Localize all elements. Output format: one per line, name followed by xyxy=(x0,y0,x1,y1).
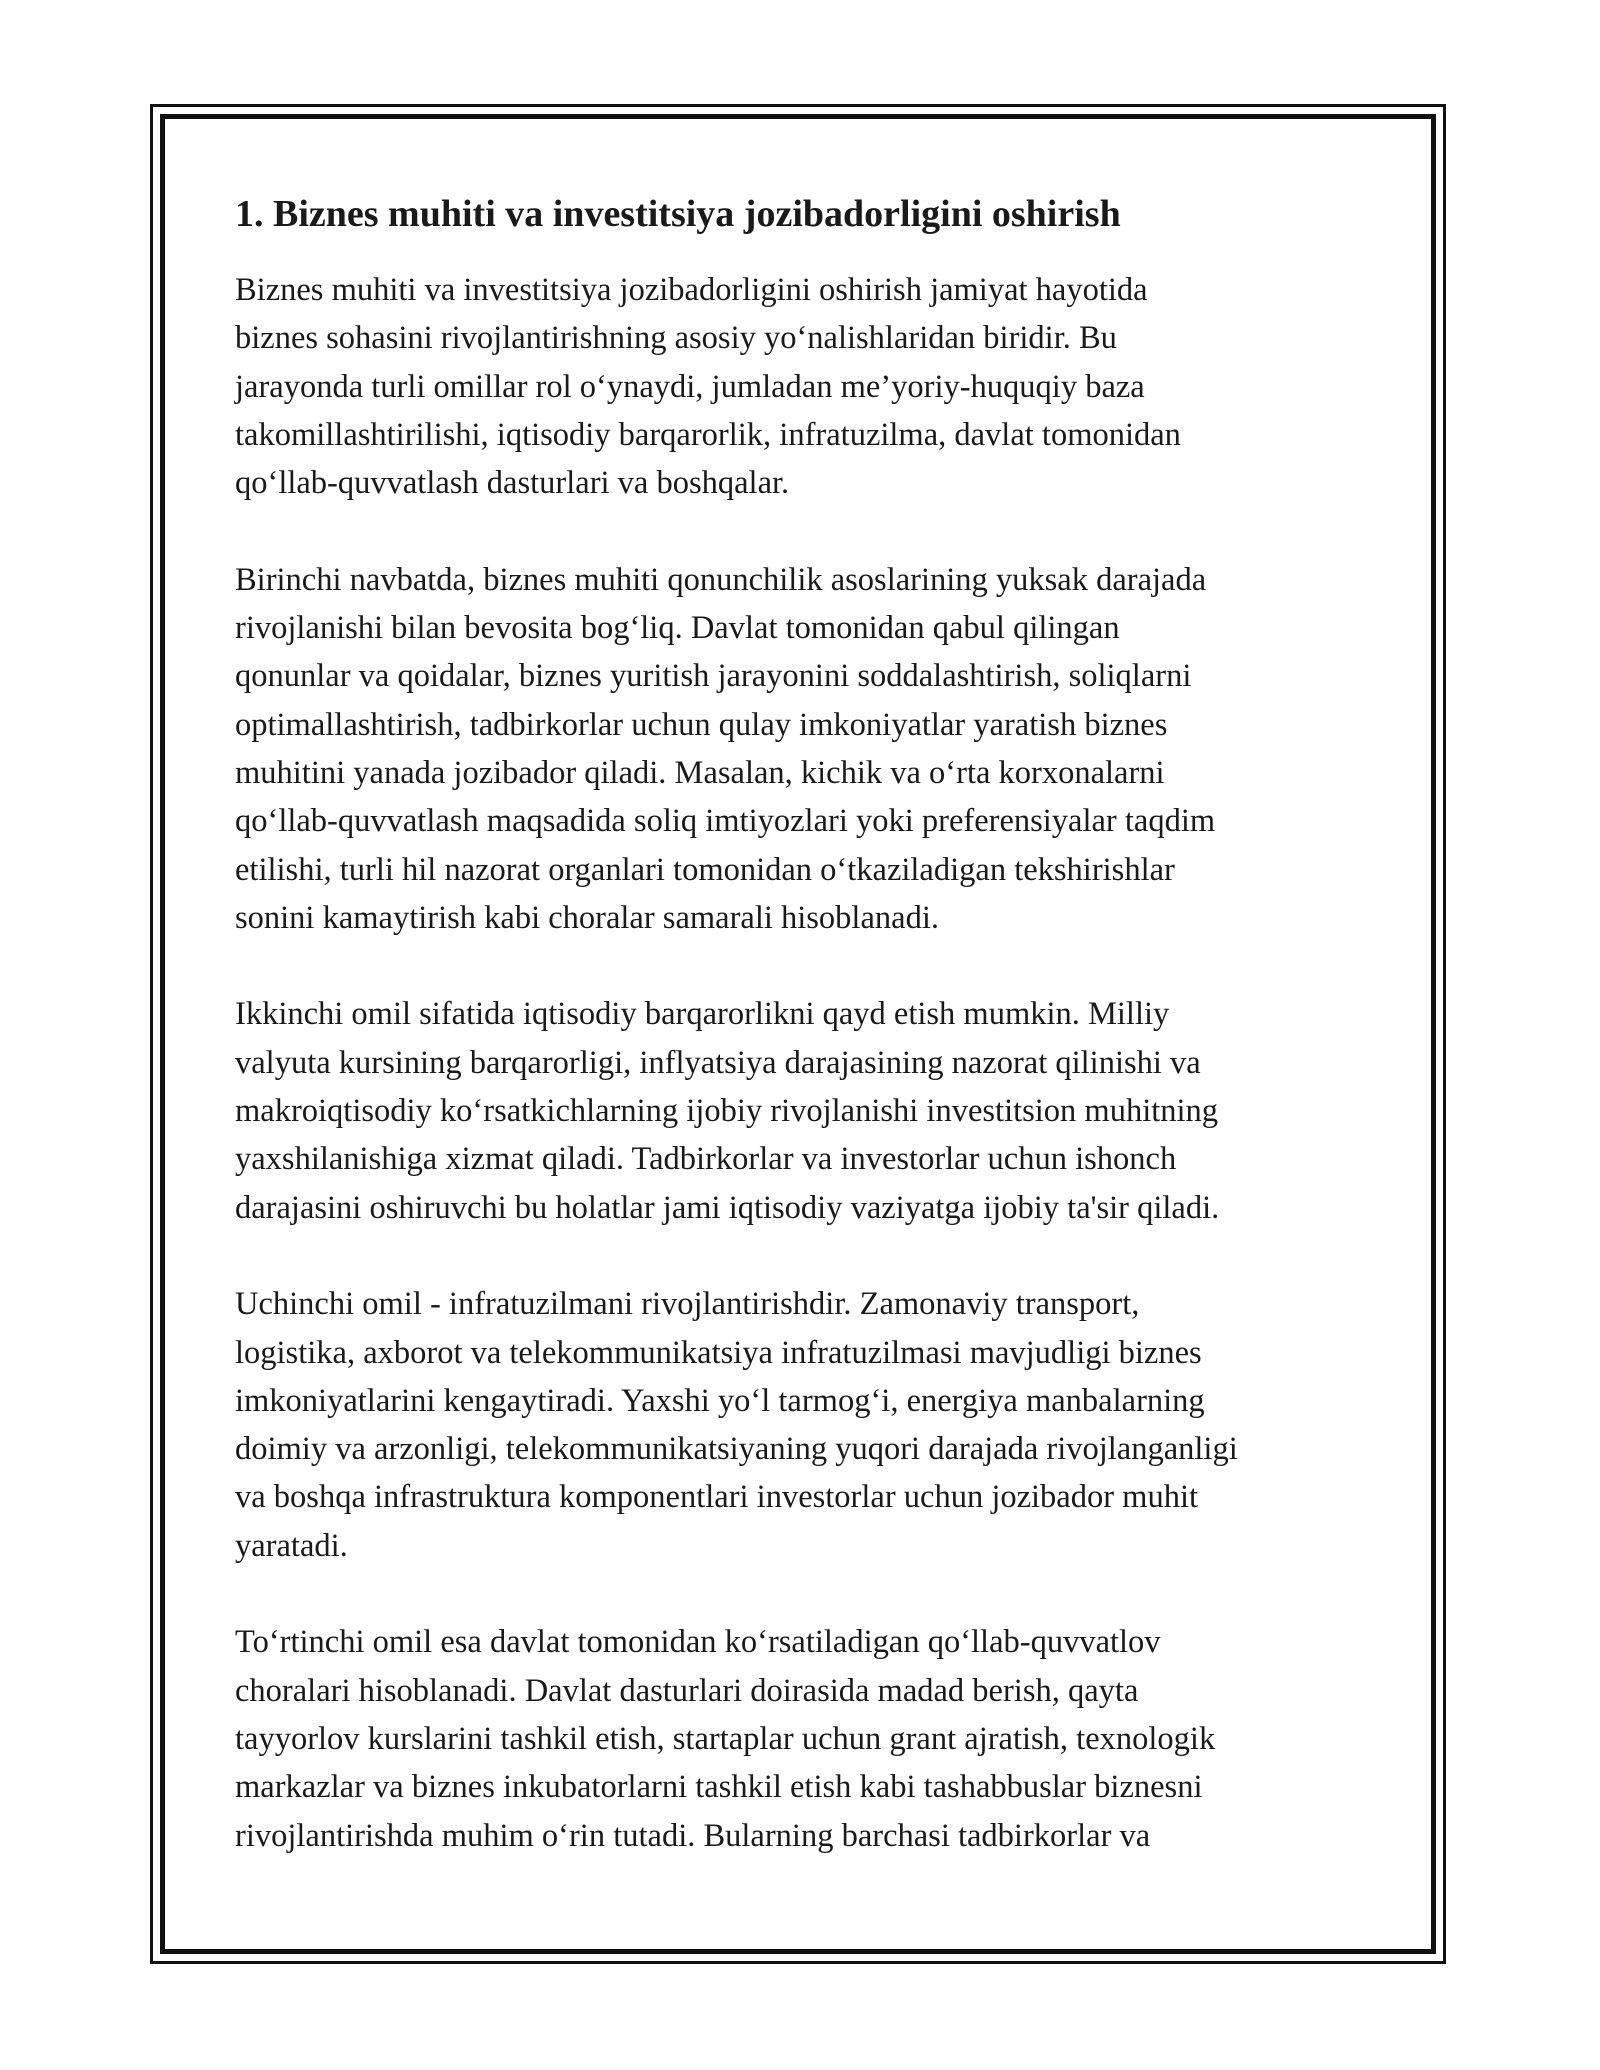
text-line: Uchinchi omil - infratuzilmani rivojlantirishdir. Zamonaviy transport, xyxy=(235,1286,1140,1323)
text-line: sonini kamaytirish kabi choralar samarali hisoblanadi. xyxy=(235,899,939,936)
text-line: darajasini oshiruvchi bu holatlar jami iqtisodiy vaziyatga ijobiy ta'sir qiladi. xyxy=(235,1189,1220,1226)
text-line: qonunlar va qoidalar, biznes yuritish jarayonini soddalashtirish, soliqlarni xyxy=(235,658,1192,695)
text-line: makroiqtisodiy ko‘rsatkichlarning ijobiy rivojlanishi investitsion muhitning xyxy=(235,1093,1219,1130)
page-title: 1. Biznes muhiti va investitsiya jozibadorligini oshirish xyxy=(235,193,1121,235)
text-line: rivojlantirishda muhim o‘rin tutadi. Bularning barchasi tadbirkorlar va xyxy=(235,1817,1151,1854)
text-line: optimallashtirish, tadbirkorlar uchun qulay imkoniyatlar yaratish biznes xyxy=(235,706,1168,743)
text-line: Birinchi navbatda, biznes muhiti qonunchilik asoslarining yuksak darajada xyxy=(235,561,1207,598)
text-line: valyuta kursining barqarorligi, inflyatsiya darajasining nazorat qilinishi va xyxy=(235,1044,1201,1081)
text-line: qo‘llab-quvvatlash dasturlari va boshqalar. xyxy=(235,465,790,502)
text-line: To‘rtinchi omil esa davlat tomonidan ko‘rsatiladigan qo‘llab-quvvatlov xyxy=(235,1624,1161,1661)
text-line: logistika, axborot va telekommunikatsiya infratuzilmasi mavjudligi biznes xyxy=(235,1334,1202,1371)
text-line: va boshqa infrastruktura komponentlari investorlar uchun jozibador muhit xyxy=(235,1479,1199,1516)
text-line: tayyorlov kurslarini tashkil etish, startaplar uchun grant ajratish, texnologik xyxy=(235,1720,1216,1757)
text-line: Ikkinchi omil sifatida iqtisodiy barqarorlikni qayd etish mumkin. Milliy xyxy=(235,996,1170,1033)
document-body xyxy=(235,186,1375,1908)
text-line: muhitini yanada jozibador qiladi. Masalan, kichik va o‘rta korxonalarni xyxy=(235,754,1165,791)
text-line: imkoniyatlarini kengaytiradi. Yaxshi yo‘l tarmog‘i, energiya manbalarning xyxy=(235,1382,1205,1419)
text-line: qo‘llab-quvvatlash maqsadida soliq imtiyozlari yoki preferensiyalar taqdim xyxy=(235,803,1216,840)
text-line: rivojlanishi bilan bevosita bog‘liq. Davlat tomonidan qabul qilingan xyxy=(235,610,1120,647)
text-line: choralari hisoblanadi. Davlat dasturlari doirasida madad berish, qayta xyxy=(235,1672,1139,1709)
text-line: doimiy va arzonligi, telekommunikatsiyaning yuqori darajada rivojlanganligi xyxy=(235,1431,1238,1468)
text-line: etilishi, turli hil nazorat organlari tomonidan o‘tkaziladigan tekshirishlar xyxy=(235,851,1175,888)
paragraph-1 xyxy=(235,266,1375,507)
text-line: markazlar va biznes inkubatorlarni tashkil etish kabi tashabbuslar biznesni xyxy=(235,1769,1203,1806)
paragraph-5 xyxy=(235,1618,1375,1859)
paragraph-list xyxy=(235,266,1375,1860)
text-line: jarayonda turli omillar rol o‘ynaydi, jumladan me’yoriy-huquqiy baza xyxy=(235,368,1145,405)
text-line: Biznes muhiti va investitsiya jozibadorligini oshirish jamiyat hayotida xyxy=(235,272,1148,308)
text-line: yaxshilanishiga xizmat qiladi. Tadbirkorlar va investorlar uchun ishonch xyxy=(235,1141,1177,1178)
text-line: takomillashtirilishi, iqtisodiy barqarorlik, infratuzilma, davlat tomonidan xyxy=(235,416,1181,453)
paragraph-3 xyxy=(235,990,1375,1231)
text-line: yaratadi. xyxy=(235,1527,348,1564)
paragraph-4 xyxy=(235,1280,1375,1570)
text-line: biznes sohasini rivojlantirishning asosiy yo‘nalishlaridan biridir. Bu xyxy=(235,320,1117,357)
paragraph-2 xyxy=(235,556,1375,942)
